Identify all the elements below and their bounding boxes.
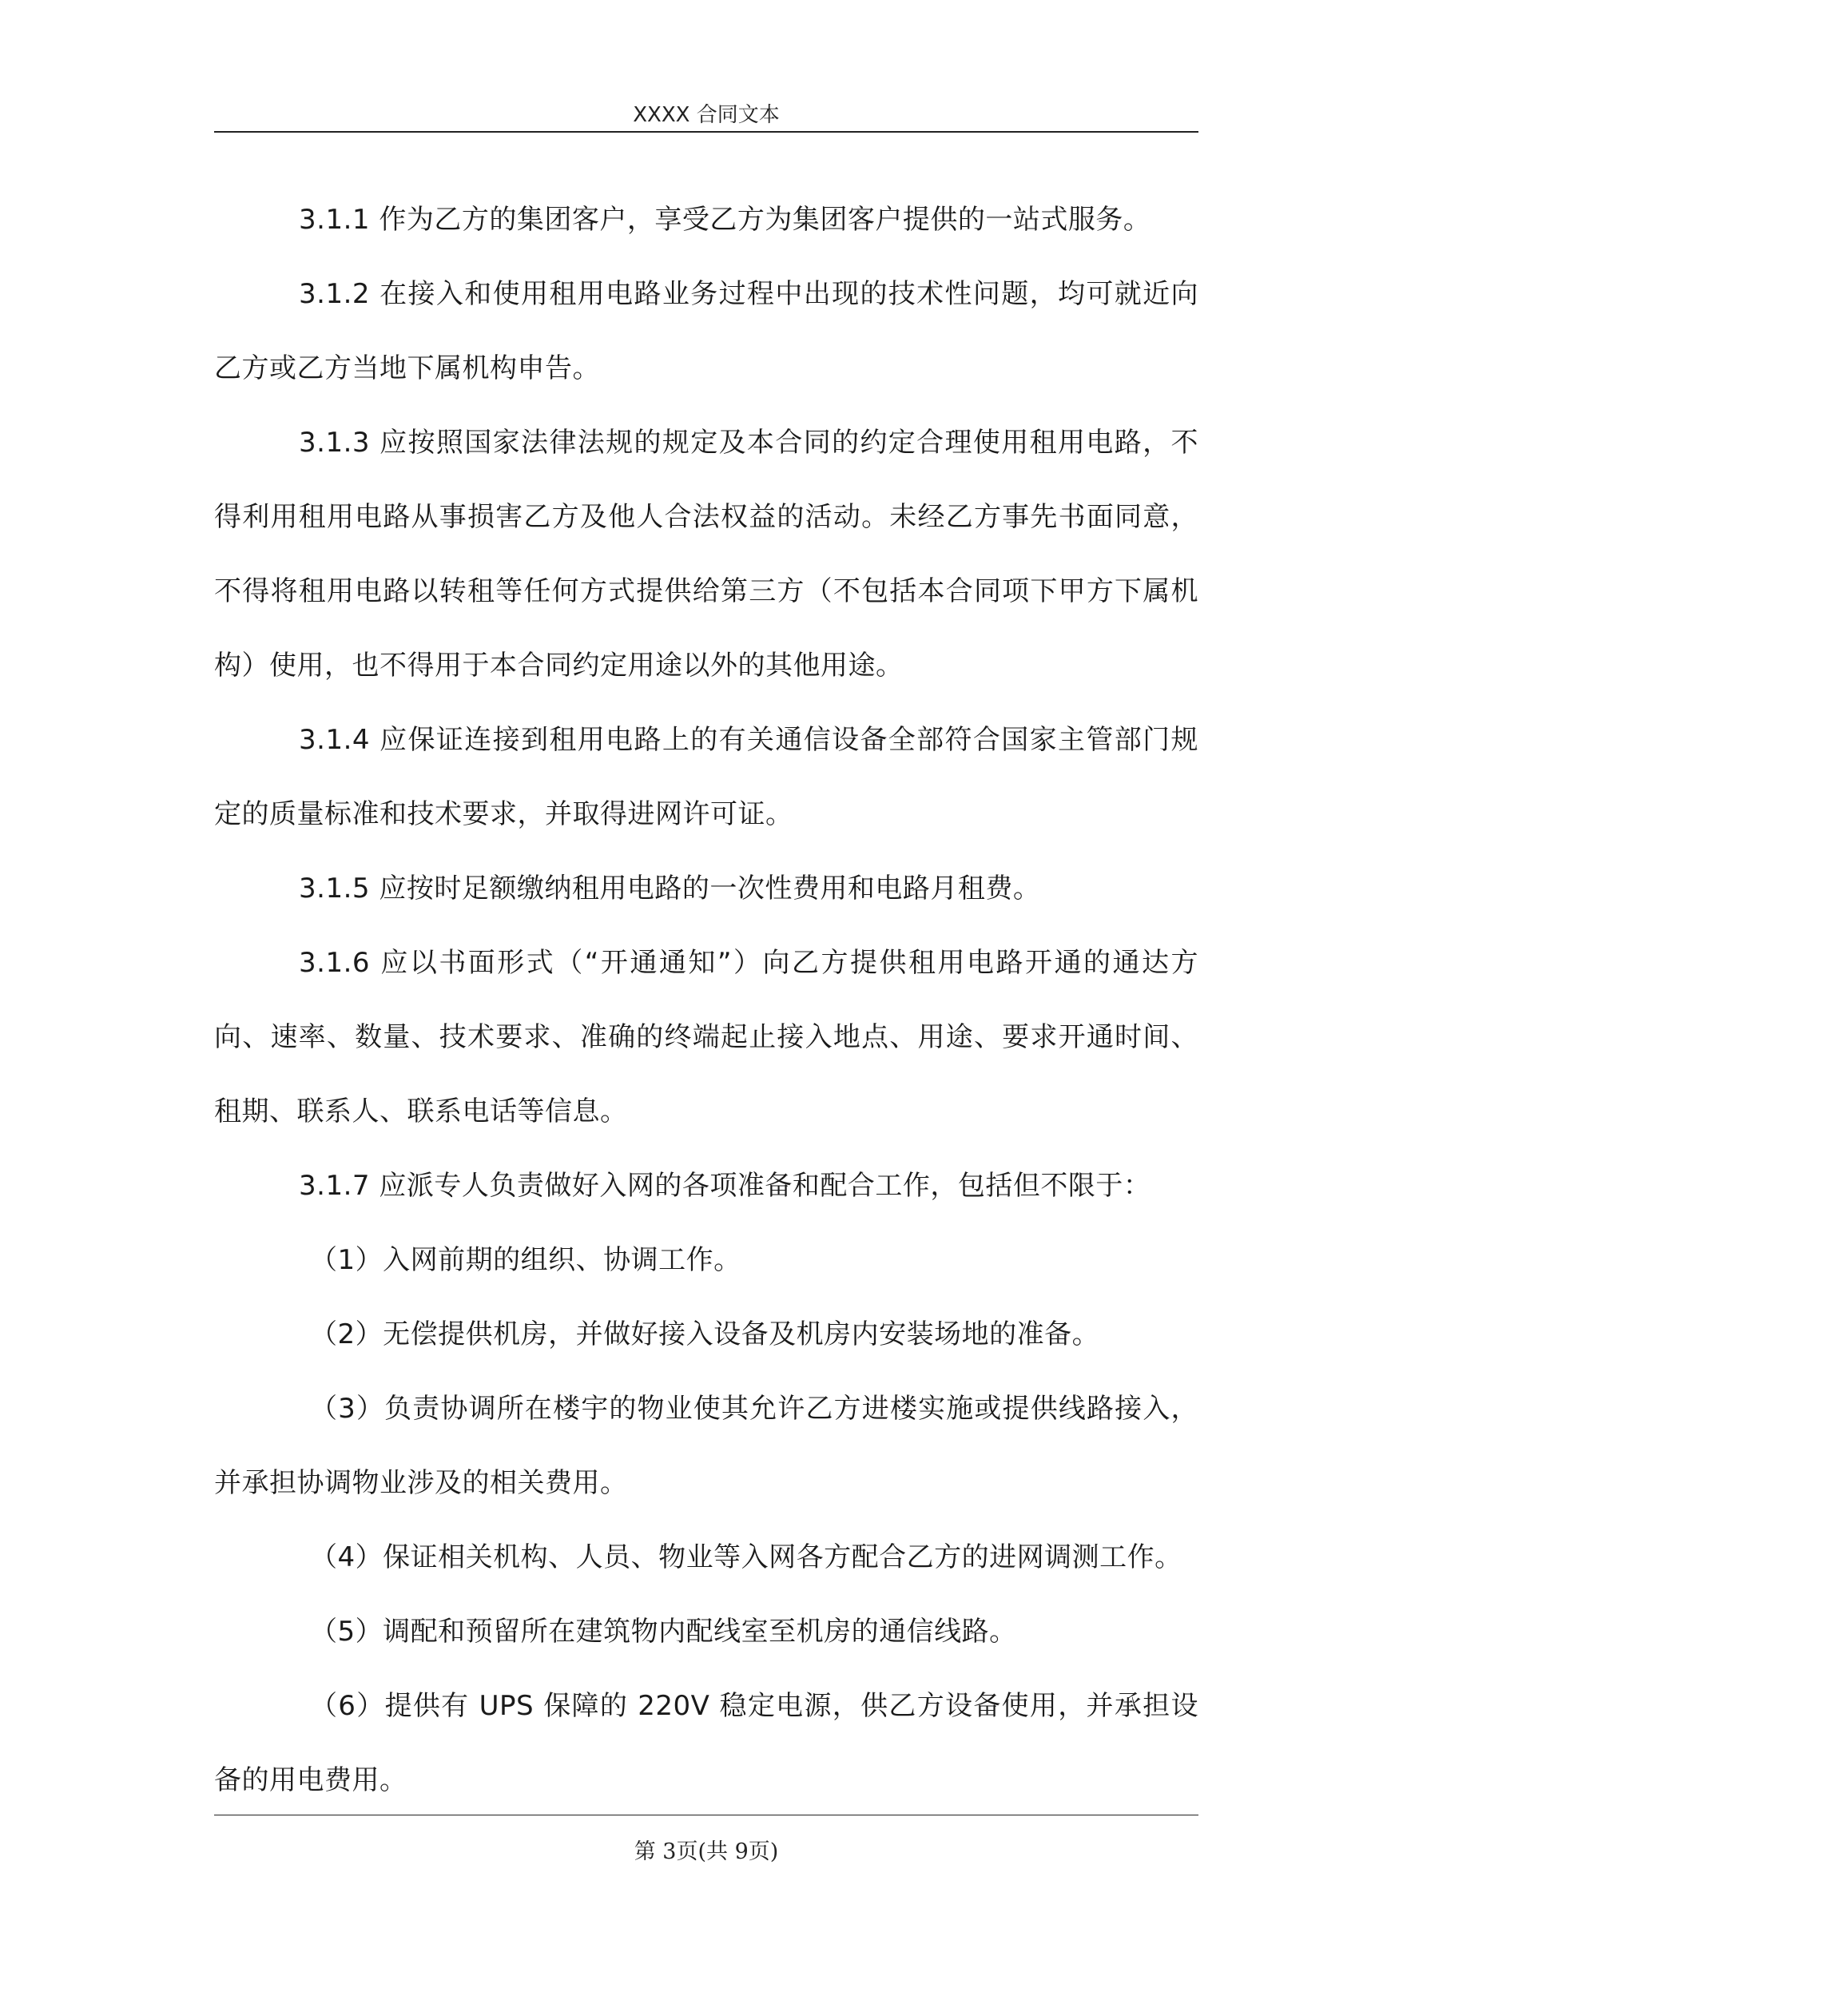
list-item-5: （5）调配和预留所在建筑物内配线室至机房的通信线路。 <box>310 1616 1017 1648</box>
clause-3-1-5: 3.1.5 应按时足额缴纳租用电路的一次性费用和电路月租费。 <box>299 873 1041 905</box>
clause-3-1-3: 3.1.3 应按照国家法律法规的规定及本合同的约定合理使用租用电路，不得利用租用电路从事损害乙方及他人合法权益的活动。未经乙方事先书面同意，不得将租用电路以转租等任何方式提供给第三方（不包括本合同项下甲方下属机构）使用，也不得用于本合同约定用途以外的其他用途。 <box>214 427 1198 682</box>
page-number: 第 3页(共 9页) <box>634 1839 779 1864</box>
header-title: XXXX 合同文本 <box>633 103 780 127</box>
document-body <box>214 183 1198 1818</box>
list-item-4: （4）保证相关机构、人员、物业等入网各方配合乙方的进网调测工作。 <box>310 1541 1182 1573</box>
list-item-1: （1）入网前期的组织、协调工作。 <box>310 1244 741 1276</box>
clause-3-1-2: 3.1.2 在接入和使用租用电路业务过程中出现的技术性问题，均可就近向乙方或乙方当地下属机构申告。 <box>214 278 1198 384</box>
header-rule <box>214 131 1198 133</box>
list-item-2: （2）无偿提供机房，并做好接入设备及机房内安装场地的准备。 <box>310 1318 1100 1350</box>
clause-3-1-1: 3.1.1 作为乙方的集团客户，享受乙方为集团客户提供的一站式服务。 <box>299 204 1151 236</box>
list-item-6: （6）提供有 UPS 保障的 220V 稳定电源，供乙方设备使用，并承担设备的用电费用。 <box>214 1690 1198 1796</box>
clause-3-1-4: 3.1.4 应保证连接到租用电路上的有关通信设备全部符合国家主管部门规定的质量标准和技术要求，并取得进网许可证。 <box>214 724 1198 830</box>
clause-3-1-6: 3.1.6 应以书面形式（“开通通知”）向乙方提供租用电路开通的通达方向、速率、数量、技术要求、准确的终端起止接入地点、用途、要求开通时间、租期、联系人、联系电话等信息。 <box>214 947 1198 1127</box>
clause-3-1-7: 3.1.7 应派专人负责做好入网的各项准备和配合工作，包括但不限于： <box>299 1170 1151 1202</box>
list-item-3: （3）负责协调所在楼宇的物业使其允许乙方进楼实施或提供线路接入，并承担协调物业涉及的相关费用。 <box>214 1393 1198 1499</box>
